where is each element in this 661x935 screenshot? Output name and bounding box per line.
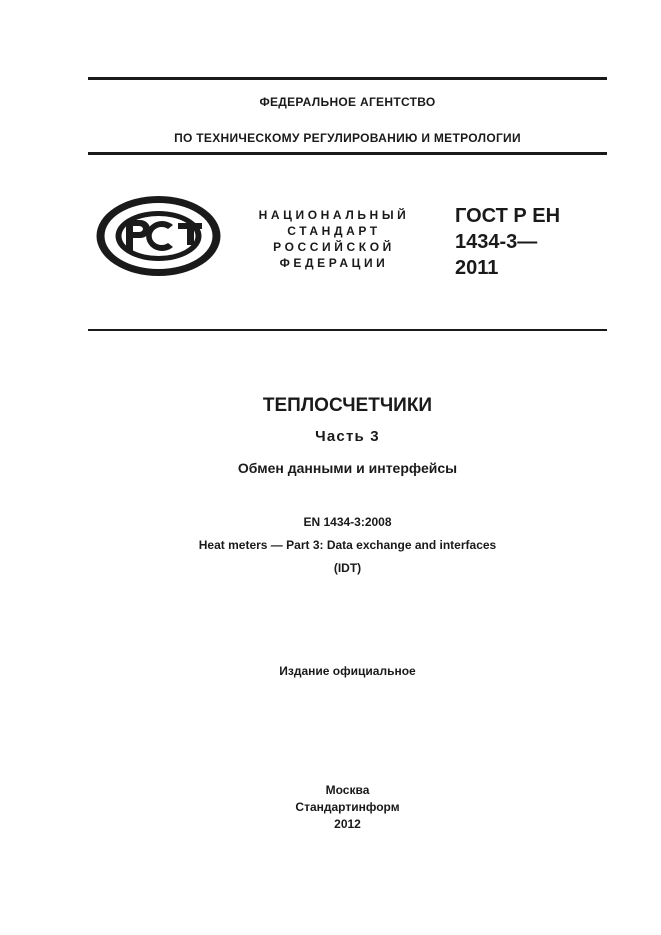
imprint-publisher: Стандартинформ xyxy=(295,800,400,814)
standard-type-line2: СТАНДАРТ xyxy=(287,224,381,238)
document-subtitle: Обмен данными и интерфейсы xyxy=(237,460,458,476)
standard-type-line1: НАЦИОНАЛЬНЫЙ xyxy=(258,208,410,222)
top-rule xyxy=(88,77,607,80)
section-divider-rule xyxy=(88,329,607,331)
edition-label: Издание официальное xyxy=(279,664,416,678)
imprint-year: 2012 xyxy=(334,817,361,831)
designation-line2: 1434-3— xyxy=(455,231,538,253)
agency-name-line2: ПО ТЕХНИЧЕСКОМУ РЕГУЛИРОВАНИЮ И МЕТРОЛОГИИ xyxy=(174,131,521,145)
standard-designation xyxy=(455,203,605,281)
header-bottom-rule xyxy=(88,152,607,155)
equivalence-mark: (IDT) xyxy=(333,561,362,575)
designation-line3: 2011 xyxy=(455,257,499,279)
imprint-city: Москва xyxy=(325,783,370,797)
standard-type xyxy=(250,207,418,271)
standard-type-line3: РОССИЙСКОЙ xyxy=(273,240,395,254)
standard-type-line4: ФЕДЕРАЦИИ xyxy=(279,256,389,270)
designation-line1: ГОСТ Р ЕН xyxy=(455,205,561,227)
en-reference: EN 1434-3:2008 xyxy=(303,515,392,529)
rst-certification-mark-icon xyxy=(95,195,222,277)
en-title: Heat meters — Part 3: Data exchange and interfaces xyxy=(198,538,497,552)
document-title: ТЕПЛОСЧЕТЧИКИ xyxy=(262,395,433,416)
agency-name-line1: ФЕДЕРАЛЬНОЕ АГЕНТСТВО xyxy=(259,95,436,109)
document-part: Часть 3 xyxy=(315,428,380,445)
